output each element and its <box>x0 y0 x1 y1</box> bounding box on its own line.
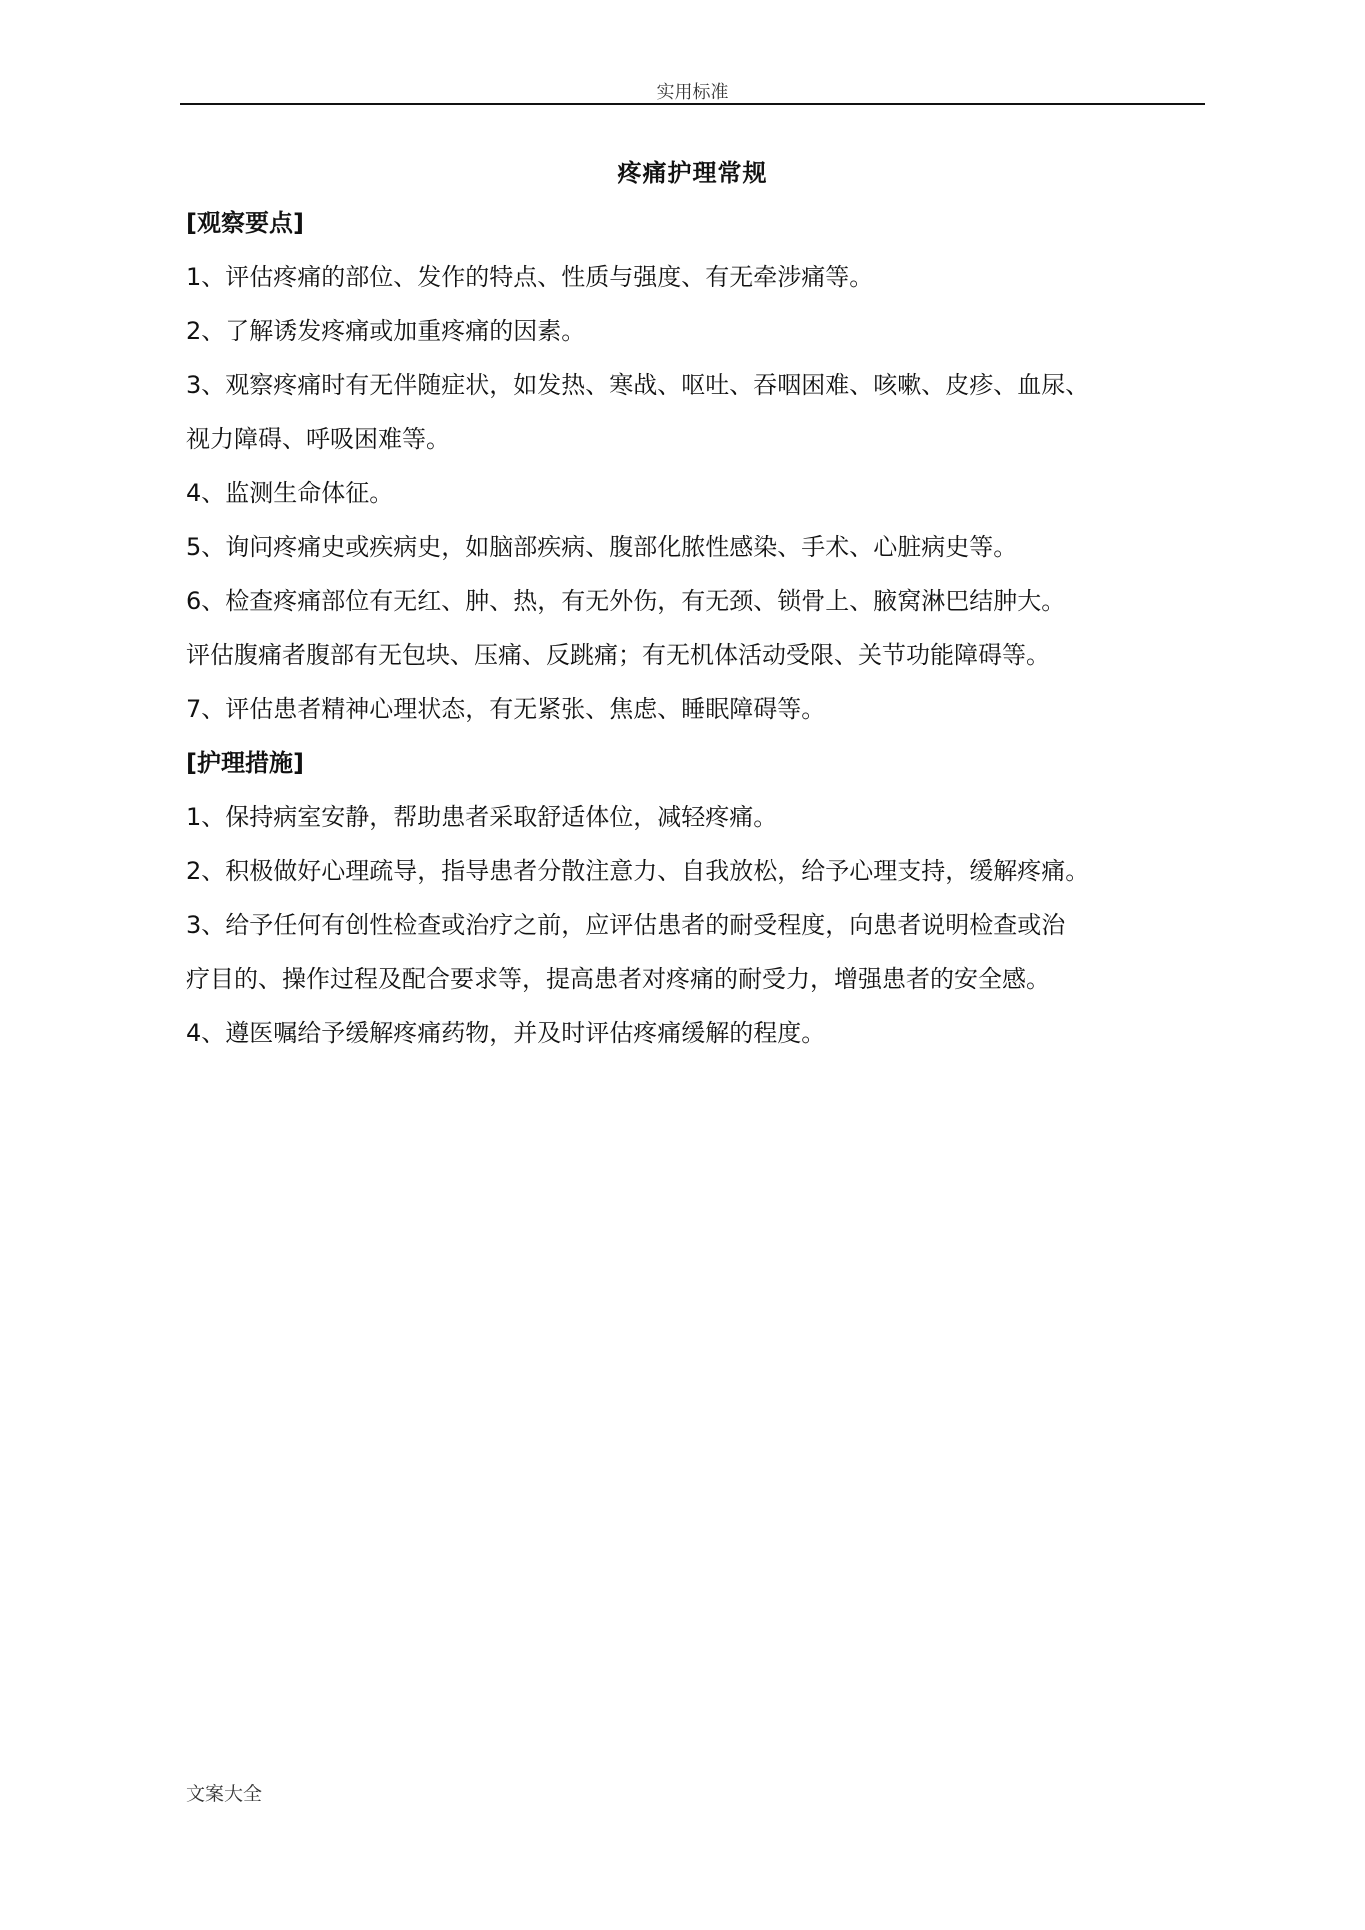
page-footer: 文案大全 <box>186 1783 263 1805</box>
section-heading: [护理措施] <box>186 749 304 777</box>
paragraph-line: 1、保持病室安静，帮助患者采取舒适体位，减轻疼痛。 <box>186 803 778 831</box>
paragraph-line: 4、遵医嘱给予缓解疼痛药物，并及时评估疼痛缓解的程度。 <box>186 1019 826 1047</box>
paragraph-line: 视力障碍、呼吸困难等。 <box>186 425 450 453</box>
paragraph-line: 疗目的、操作过程及配合要求等，提高患者对疼痛的耐受力，增强患者的安全感。 <box>186 965 1050 993</box>
paragraph-line: 6、检查疼痛部位有无红、肿、热，有无外伤，有无颈、锁骨上、腋窝淋巴结肿大。 <box>186 587 1066 615</box>
paragraph-line: 5、询问疼痛史或疾病史，如脑部疾病、腹部化脓性感染、手术、心脏病史等。 <box>186 533 1018 561</box>
paragraph-line: 7、评估患者精神心理状态，有无紧张、焦虑、睡眠障碍等。 <box>186 695 826 723</box>
paragraph-line: 2、积极做好心理疏导，指导患者分散注意力、自我放松，给予心理支持，缓解疼痛。 <box>186 857 1090 885</box>
section-nursing-measures <box>186 745 1211 1069</box>
paragraph-line: 3、观察疼痛时有无伴随症状，如发热、寒战、呕吐、吞咽困难、咳嗽、皮疹、血尿、 <box>186 371 1090 399</box>
paragraph-line: 4、监测生命体征。 <box>186 479 394 507</box>
paragraph-line: 3、给予任何有创性检查或治疗之前，应评估患者的耐受程度，向患者说明检查或治 <box>186 911 1066 939</box>
page-header: 实用标准 <box>656 82 729 103</box>
paragraph-line: 1、评估疼痛的部位、发作的特点、性质与强度、有无牵涉痛等。 <box>186 263 874 291</box>
paragraph-line: 评估腹痛者腹部有无包块、压痛、反跳痛；有无机体活动受限、关节功能障碍等。 <box>186 641 1050 669</box>
document-title: 疼痛护理常规 <box>617 159 768 187</box>
document-body <box>186 205 1211 1069</box>
header-rule <box>180 103 1205 105</box>
paragraph-line: 2、了解诱发疼痛或加重疼痛的因素。 <box>186 317 586 345</box>
section-heading: [观察要点] <box>186 209 304 237</box>
section-observation <box>186 205 1211 745</box>
